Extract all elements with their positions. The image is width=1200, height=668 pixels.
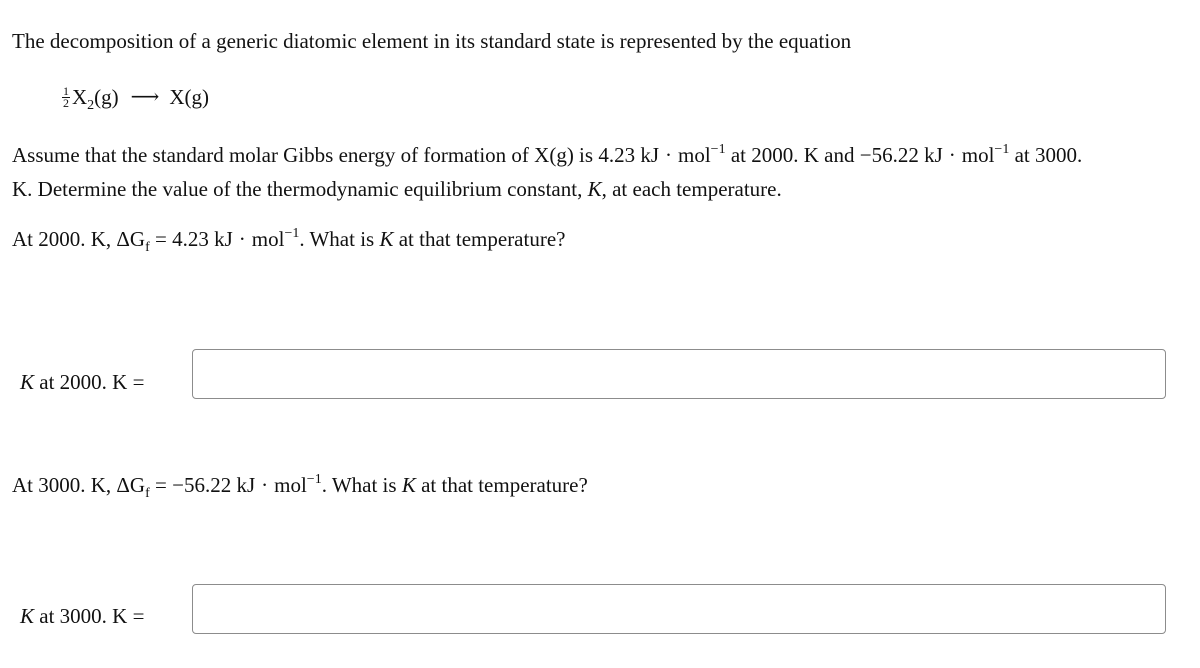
- multiplication-dot: ·: [665, 143, 672, 167]
- answer-label-3000k: [20, 603, 144, 629]
- assumption-exponent-2: −1: [994, 142, 1010, 157]
- equilibrium-constant-symbol: K: [20, 370, 35, 394]
- assumption-text-c: at 3000.: [1009, 143, 1083, 167]
- question-prefix: At 2000. K, ΔG: [12, 227, 146, 251]
- fraction-denominator: 2: [63, 95, 69, 110]
- formation-subscript: f: [145, 486, 150, 502]
- fraction-numerator: 1: [63, 83, 69, 98]
- product-species: X(g): [169, 85, 209, 109]
- question-value: = −56.22 kJ: [149, 473, 256, 497]
- question-mid: . What is: [321, 473, 402, 497]
- question-prefix: At 3000. K, ΔG: [12, 473, 146, 497]
- assumption-text-e: , at each temperature.: [601, 177, 782, 201]
- assumption-text-d: K. Determine the value of the thermodynamic equilibrium constant,: [12, 177, 588, 201]
- reactant-symbol: X: [72, 85, 88, 109]
- assumption-text-b: at 2000. K and −56.22 kJ: [725, 143, 943, 167]
- multiplication-dot: ·: [238, 227, 246, 251]
- question-3000k: [12, 472, 588, 502]
- assumption-text-a: Assume that the standard molar Gibbs energy of formation of X(g) is 4.23 kJ: [12, 143, 659, 167]
- question-exponent: −1: [284, 226, 300, 241]
- answer-label-text: at 3000. K =: [34, 604, 145, 628]
- assumption-exponent-1: −1: [710, 142, 726, 157]
- multiplication-dot: ·: [261, 473, 269, 497]
- answer-label-text: at 2000. K =: [34, 370, 145, 394]
- question-unit: mol: [274, 473, 307, 497]
- equilibrium-constant-symbol: K: [401, 473, 416, 497]
- stoichiometric-fraction: [62, 83, 70, 110]
- equilibrium-constant-symbol: K: [587, 177, 602, 201]
- answer-input-2000k[interactable]: [192, 349, 1166, 399]
- problem-intro: The decomposition of a generic diatomic element in its standard state is represented by the equation: [12, 29, 852, 53]
- assumption-unit-2: mol: [961, 143, 995, 167]
- reactant-state: (g): [94, 85, 119, 109]
- formation-subscript: f: [145, 240, 150, 256]
- question-mid: . What is: [299, 227, 380, 251]
- question-2000k: [12, 226, 565, 256]
- assumption-line-1: [12, 142, 1082, 172]
- question-suffix: at that temperature?: [393, 227, 566, 251]
- reaction-arrow-icon: ⟶: [130, 86, 160, 108]
- assumption-line-2: [12, 176, 782, 202]
- assumption-unit-1: mol: [678, 143, 711, 167]
- answer-label-2000k: [20, 369, 144, 395]
- reactant-subscript: 2: [87, 98, 95, 114]
- equilibrium-constant-symbol: K: [20, 604, 35, 628]
- question-value: = 4.23 kJ: [149, 227, 233, 251]
- multiplication-dot: ·: [948, 143, 956, 167]
- answer-input-3000k[interactable]: [192, 584, 1166, 634]
- equilibrium-constant-symbol: K: [379, 227, 394, 251]
- question-unit: mol: [251, 227, 285, 251]
- question-suffix: at that temperature?: [415, 473, 588, 497]
- reaction-equation: [62, 83, 209, 114]
- question-exponent: −1: [306, 472, 322, 487]
